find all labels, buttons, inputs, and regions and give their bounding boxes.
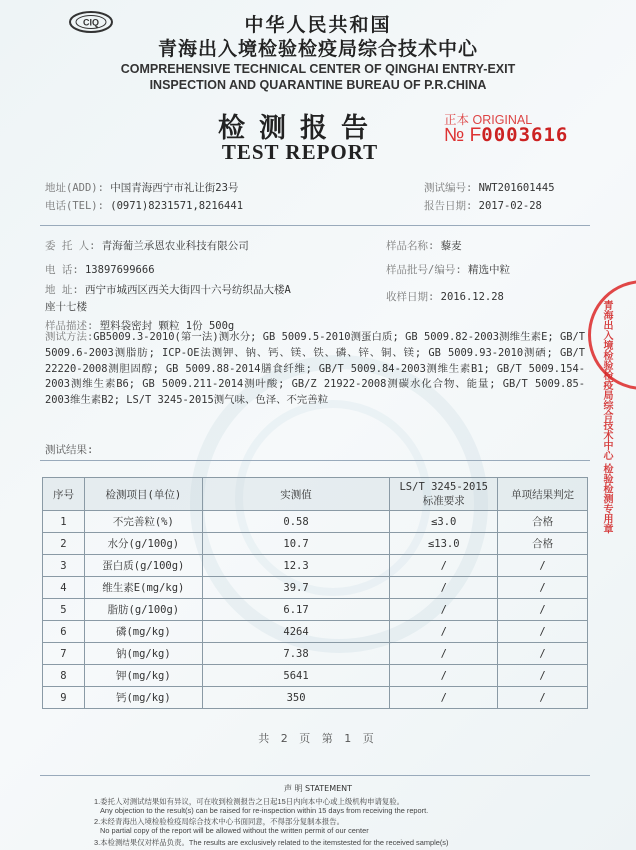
cell-verdict: / — [498, 687, 588, 709]
cell-measured: 0.58 — [202, 511, 390, 533]
cell-measured: 5641 — [202, 665, 390, 687]
col-header-standard: LS/T 3245-2015 标准要求 — [390, 478, 498, 511]
cell-standard: / — [390, 643, 498, 665]
cell-item: 维生素E(mg/kg) — [84, 577, 202, 599]
cell-measured: 4264 — [202, 621, 390, 643]
page-number: 共 2 页 第 1 页 — [258, 732, 378, 745]
cell-measured: 39.7 — [202, 577, 390, 599]
cell-index: 3 — [43, 555, 85, 577]
method-label: 测试方法: — [45, 331, 94, 343]
table-row — [43, 555, 588, 577]
table-row — [43, 665, 588, 687]
cell-index: 9 — [43, 687, 85, 709]
sample-desc-label: 样品描述: — [45, 320, 94, 332]
cell-item: 钠(mg/kg) — [84, 643, 202, 665]
client-address-row-2 — [45, 299, 87, 314]
cell-standard: / — [390, 555, 498, 577]
cell-measured: 10.7 — [202, 533, 390, 555]
cell-verdict: / — [498, 599, 588, 621]
serial-digits: 0003616 — [481, 124, 569, 146]
cell-standard: ≤13.0 — [390, 533, 498, 555]
address-value: 中国青海西宁市礼让街23号 — [110, 182, 239, 194]
cell-standard: / — [390, 687, 498, 709]
cell-item: 钙(mg/kg) — [84, 687, 202, 709]
statement-line: 3.本检测结果仅对样品负责。The results are exclusively related to the itemstested for the received sample(s) — [94, 838, 449, 847]
cell-measured: 7.38 — [202, 643, 390, 665]
test-method — [45, 330, 585, 409]
cell-verdict: / — [498, 643, 588, 665]
table-header-row — [43, 478, 588, 511]
client-tel-label: 电 话: — [45, 264, 79, 276]
client-tel-row — [45, 262, 155, 277]
client-label: 委 托 人: — [45, 240, 96, 252]
batch-label: 样品批号/编号: — [386, 264, 462, 276]
cell-index: 4 — [43, 577, 85, 599]
table-row — [43, 599, 588, 621]
cell-standard: / — [390, 599, 498, 621]
cell-standard: ≤3.0 — [390, 511, 498, 533]
table-row — [43, 533, 588, 555]
table-row — [43, 643, 588, 665]
col-header-item: 检测项目(单位) — [84, 478, 202, 511]
report-title-cn: 检测报告 — [218, 113, 382, 144]
statement-line: No partial copy of the report will be allowed without the written permit of our center — [100, 826, 369, 835]
cell-standard: / — [390, 665, 498, 687]
cell-verdict: / — [498, 665, 588, 687]
report-date-label: 报告日期: — [424, 200, 473, 212]
receive-date-label: 收样日期: — [386, 291, 435, 303]
sample-desc-value: 塑料袋密封 颗粒 1份 500g — [99, 320, 235, 332]
address-row — [45, 180, 238, 195]
cell-item: 蛋白质(g/100g) — [84, 555, 202, 577]
table-row — [43, 687, 588, 709]
cell-item: 脂肪(g/100g) — [84, 599, 202, 621]
cell-verdict: / — [498, 621, 588, 643]
cell-index: 2 — [43, 533, 85, 555]
table-row — [43, 577, 588, 599]
org-name-cn-line2: 青海出入境检验检疫局综合技术中心 — [157, 38, 478, 60]
batch-value: 精选中粒 — [467, 264, 510, 276]
cell-standard: / — [390, 621, 498, 643]
cell-verdict: 合格 — [498, 533, 588, 555]
client-address-row — [45, 282, 291, 297]
cell-verdict: 合格 — [498, 511, 588, 533]
report-no-label: 测试编号: — [424, 182, 473, 194]
org-name-en-line2: INSPECTION AND QUARANTINE BUREAU OF P.R.CHINA — [149, 78, 487, 92]
col-header-index: 序号 — [43, 478, 85, 511]
official-seal-text: 青海出入境检验检疫局综合技术中心 检验检测专用章 — [601, 300, 612, 534]
sample-name-value: 藜麦 — [440, 240, 462, 252]
address-label: 地址(ADD): — [45, 182, 104, 194]
report-no-row — [424, 180, 555, 195]
table-row — [43, 621, 588, 643]
result-label: 测试结果: — [45, 444, 94, 456]
cell-index: 5 — [43, 599, 85, 621]
cell-item: 水分(g/100g) — [84, 533, 202, 555]
phone-label: 电话(TEL): — [45, 200, 104, 212]
method-text: GB5009.3-2010(第一法)测水分; GB 5009.5-2010测蛋白质; GB 5009.82-2003测维生素E; GB/T 5009.6-2003测脂肪; ICP-OE法测钾、钠、钙、镁、铁、磷、锌、铜、镁; GB 5009.93-2010测硒; GB/T 22220-2008测胆固醇; GB 5009.88-2014膳食纤维; GB/T 5009.84-2003测维生素B1; GB/T 5009.154-2003测维生素B6; GB 5009.211-2014测叶酸; GB/Z 21922-2008测碳水化合物、能量; GB/T 5009.85-2003维生素B2; LS/T 3245-2015测气味、色泽、不完善粒 — [45, 331, 585, 407]
org-name-cn-line1: 中华人民共和国 — [244, 14, 392, 36]
receive-date-value: 2016.12.28 — [440, 291, 504, 303]
statement-line: 1.委托人对测试结果如有异议，可在收到检测报告之日起15日内向本中心或上级机构申请复验。 — [94, 797, 405, 806]
col-header-verdict: 单项结果判定 — [498, 478, 588, 511]
statement-title: 声 明 STATEMENT — [283, 784, 353, 793]
cell-measured: 350 — [202, 687, 390, 709]
svg-text:CIQ: CIQ — [82, 17, 100, 28]
report-date-row — [424, 198, 542, 213]
original-label: 正本 ORIGINAL — [444, 113, 533, 127]
report-date-value: 2017-02-28 — [478, 200, 542, 212]
sample-name-row — [386, 238, 462, 253]
cell-index: 6 — [43, 621, 85, 643]
divider — [40, 775, 590, 776]
cell-index: 8 — [43, 665, 85, 687]
cell-item: 不完善粒(%) — [84, 511, 202, 533]
client-row — [45, 238, 249, 253]
cell-index: 7 — [43, 643, 85, 665]
statement-line: 2.未经青海出入境检验检疫局综合技术中心书面同意，不得部分复制本报告。 — [94, 817, 345, 826]
client-address-value: 西宁市城西区西关大街四十六号纺织品大楼A — [84, 284, 291, 296]
report-title-en: TEST REPORT — [221, 140, 379, 164]
receive-date-row — [386, 289, 504, 304]
phone-value: (0971)8231571,8216441 — [110, 200, 244, 212]
divider — [40, 225, 590, 226]
client-address-value-2: 座十七楼 — [45, 301, 87, 313]
report-no-value: NWT201601445 — [478, 182, 555, 194]
cell-verdict: / — [498, 555, 588, 577]
results-table — [42, 477, 588, 709]
cell-item: 磷(mg/kg) — [84, 621, 202, 643]
client-address-label: 地 址: — [45, 284, 79, 296]
cell-verdict: / — [498, 577, 588, 599]
cell-standard: / — [390, 577, 498, 599]
client-value: 青海葡兰承恩农业科技有限公司 — [101, 240, 249, 252]
cell-measured: 6.17 — [202, 599, 390, 621]
batch-row — [386, 262, 510, 277]
divider — [40, 460, 590, 461]
cell-index: 1 — [43, 511, 85, 533]
col-header-measured: 实测值 — [202, 478, 390, 511]
cell-item: 钾(mg/kg) — [84, 665, 202, 687]
official-seal-icon — [588, 280, 636, 390]
statement-line: Any objection to the result(s) can be raised for re-inspection within 15 days from receiving the report. — [100, 806, 429, 815]
cell-measured: 12.3 — [202, 555, 390, 577]
org-name-en-line1: COMPREHENSIVE TECHNICAL CENTER OF QINGHAI ENTRY-EXIT — [120, 62, 516, 76]
serial-prefix: № F — [444, 125, 482, 146]
sample-name-label: 样品名称: — [386, 240, 435, 252]
phone-row — [45, 198, 243, 213]
client-tel-value: 13897699666 — [84, 264, 155, 276]
serial-number — [444, 124, 568, 147]
table-row — [43, 511, 588, 533]
